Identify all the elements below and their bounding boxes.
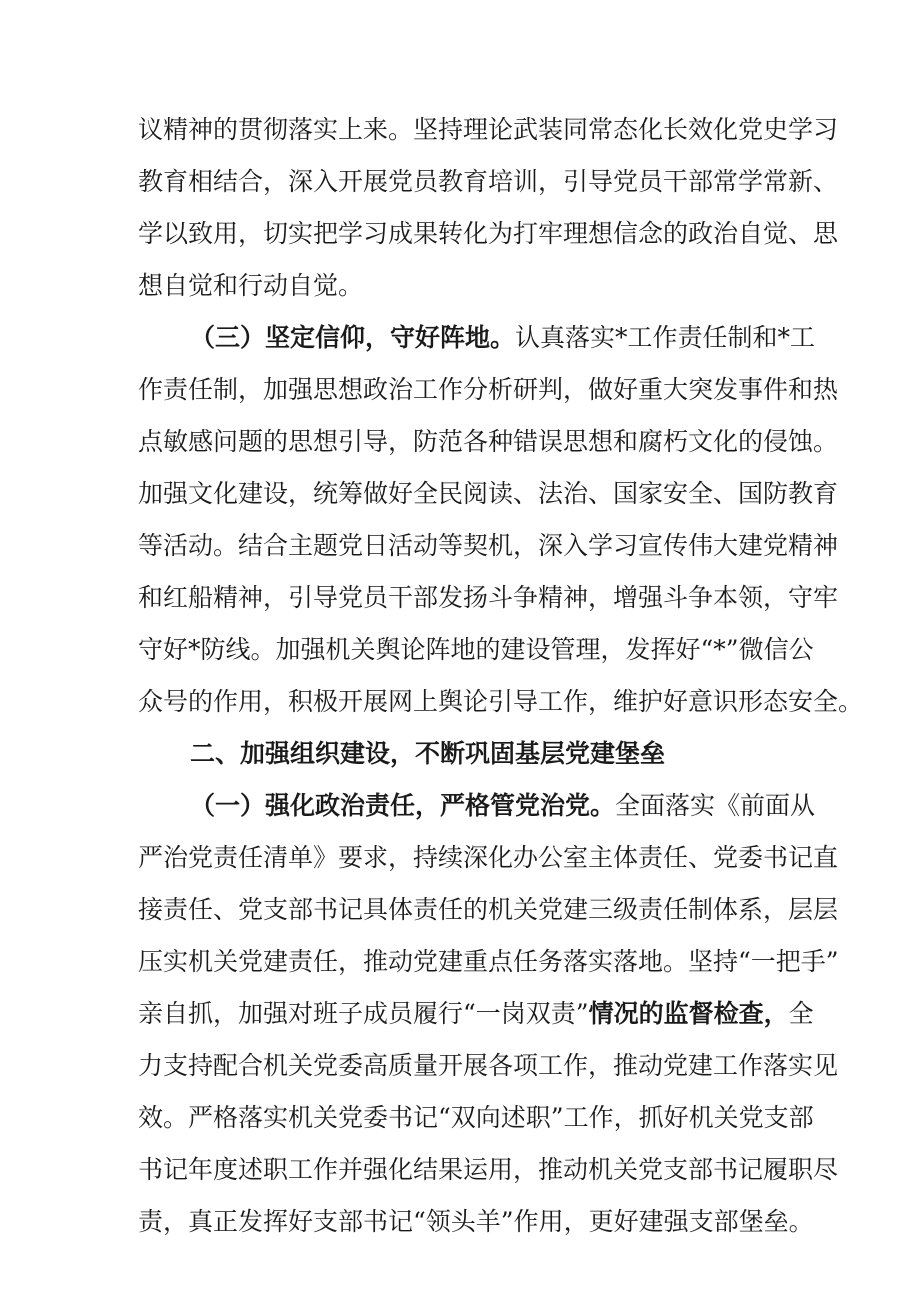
paragraph-line: 点敏感问题的思想引导，防范各种错误思想和腐朽文化的侵蚀。 <box>138 427 839 456</box>
paragraph-line: 加强文化建设，统筹做好全民阅读、法治、国家安全、国防教育 <box>138 479 839 508</box>
paragraph-line: 严治党责任清单》要求，持续深化办公室主体责任、党委书记直 <box>138 843 839 872</box>
paragraph-line: 效。严格落实机关党委书记“双向述职”工作，抓好机关党支部 <box>138 1103 814 1132</box>
subsection-3-lead-text: 认真落实*工作责任制和*工 <box>515 323 816 352</box>
mixed-text-normal: 亲自抓，加强对班子成员履行“一岗双责” <box>138 999 589 1028</box>
paragraph-line: 和红船精神，引导党员干部发扬斗争精神，增强斗争本领，守牢 <box>138 583 839 612</box>
paragraph-line: 责，真正发挥好支部书记“领头羊”作用，更好建强支部堡垒。 <box>138 1207 814 1236</box>
mixed-text-bold: 情况的监督检查， <box>588 999 789 1028</box>
paragraph-line: 力支持配合机关党委高质量开展各项工作，推动党建工作落实见 <box>138 1051 839 1080</box>
paragraph-line: 想自觉和行动自觉。 <box>138 271 364 300</box>
paragraph-line: 议精神的贯彻落实上来。坚持理论武装同常态化长效化党史学习 <box>138 115 839 144</box>
paragraph-line-mixed <box>138 994 814 1034</box>
paragraph-line: 守好*防线。加强机关舆论阵地的建设管理，发挥好“*”微信公 <box>138 635 814 664</box>
subsection-3-first-line <box>190 318 816 358</box>
paragraph-line: 接责任、党支部书记具体责任的机关党建三级责任制体系，层层 <box>138 895 839 924</box>
mixed-text-normal: 全 <box>788 999 814 1028</box>
subsection-2-1-heading: （一）强化政治责任，严格管党治党。 <box>190 791 616 820</box>
paragraph-line: 作责任制，加强思想政治工作分析研判，做好重大突发事件和热 <box>138 375 839 404</box>
paragraph-line: 学以致用，切实把学习成果转化为打牢理想信念的政治自觉、思 <box>138 219 839 248</box>
paragraph-line: 压实机关党建责任，推动党建重点任务落实落地。坚持“一把手” <box>138 947 839 976</box>
paragraph-line: 等活动。结合主题党日活动等契机，深入学习宣传伟大建党精神 <box>138 531 839 560</box>
section-2-heading: 二、加强组织建设，不断巩固基层党建堡垒 <box>190 739 666 768</box>
paragraph-line: 众号的作用，积极开展网上舆论引导工作，维护好意识形态安全。 <box>138 687 864 716</box>
subsection-2-1-first-line <box>190 786 816 826</box>
subsection-2-1-lead-text: 全面落实《前面从 <box>615 791 816 820</box>
subsection-3-heading: （三）坚定信仰，守好阵地。 <box>190 323 516 352</box>
paragraph-line: 书记年度述职工作并强化结果运用，推动机关党支部书记履职尽 <box>138 1155 839 1184</box>
paragraph-line: 教育相结合，深入开展党员教育培训，引导党员干部常学常新、 <box>138 167 839 196</box>
